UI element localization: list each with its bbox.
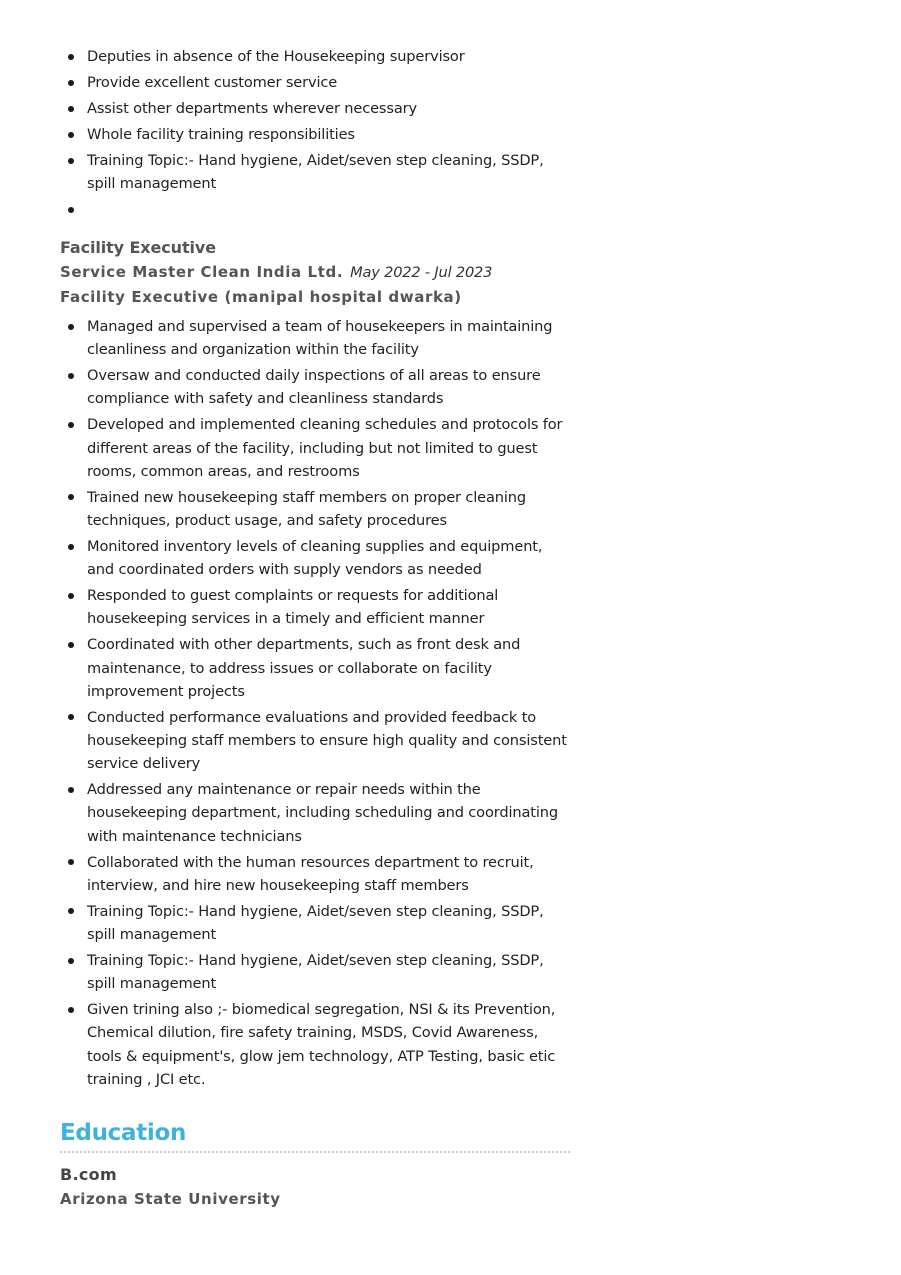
bullet-text: Training Topic:- Hand hygiene, Aidet/seven step cleaning, SSDP, spill management xyxy=(87,952,544,993)
bullet-text: Provide excellent customer service xyxy=(87,74,338,91)
education-school: Arizona State University xyxy=(60,1190,281,1208)
bullet-item xyxy=(60,71,570,94)
bullet-icon xyxy=(68,54,74,60)
bullet-text: Coordinated with other departments, such as front desk and maintenance, to address issues or collaborate on facility improvement projects xyxy=(87,636,521,700)
bullet-item xyxy=(60,364,570,410)
bullet-text: Conducted performance evaluations and provided feedback to housekeeping staff members to ensure high quality and consistent service delivery xyxy=(87,708,567,773)
bullet-text: Training Topic:- Hand hygiene, Aidet/seven step cleaning, SSDP, spill management xyxy=(87,902,544,944)
bullet-item xyxy=(60,584,570,630)
education-section xyxy=(60,1118,570,1211)
bullet-icon xyxy=(68,207,74,213)
bullet-icon xyxy=(68,642,74,648)
bullet-item xyxy=(60,45,570,68)
bullet-item xyxy=(60,486,570,532)
bullet-item xyxy=(60,778,570,848)
bullet-text: Monitored inventory levels of cleaning supplies and equipment, and coordinated orders with supply vendors as needed xyxy=(87,538,543,579)
role-subtitle: Facility Executive (manipal hospital dwarka) xyxy=(60,288,462,306)
bullet-item xyxy=(60,315,570,361)
bullet-icon xyxy=(68,324,74,330)
bullet-text: Whole facility training responsibilities xyxy=(87,126,355,143)
bullet-icon xyxy=(68,132,74,138)
bullet-item xyxy=(60,413,570,483)
bullet-icon xyxy=(68,494,74,500)
bullet-item xyxy=(60,633,570,703)
bullet-item-empty xyxy=(60,198,570,221)
section-title-education: Education xyxy=(60,1120,187,1146)
bullet-text: Addressed any maintenance or repair needs within the housekeeping department, including scheduling and coordinating with maintenance technicians xyxy=(87,781,558,845)
bullet-icon xyxy=(68,908,74,914)
bullet-text: Given trining also ;- biomedical segregation, NSI & its Prevention, Chemical dilution, fire safety training, MSDS, Covid Awareness, tools & equipment's, glow jem technology, ATP Testing, basic etic training , JCI etc. xyxy=(87,1001,556,1088)
bullet-item xyxy=(60,949,570,995)
bullet-text: Training Topic:- Hand hygiene, Aidet/seven step cleaning, SSDP, spill management xyxy=(87,152,544,193)
bullet-item xyxy=(60,149,570,195)
bullet-icon xyxy=(68,544,74,550)
bullet-icon xyxy=(68,1007,74,1013)
experience-bullet-list xyxy=(60,315,570,1091)
bullet-item xyxy=(60,851,570,897)
previous-job-bullets-section xyxy=(60,45,570,224)
company-line xyxy=(60,260,570,285)
bullet-text: Assist other departments wherever necessary xyxy=(87,100,417,117)
experience-entry xyxy=(60,236,570,1094)
bullet-icon xyxy=(68,787,74,793)
company-name: Service Master Clean India Ltd. xyxy=(60,263,344,281)
bullet-text: Oversaw and conducted daily inspections of all areas to ensure compliance with safety and cleanliness standards xyxy=(87,367,541,408)
bullet-text: Deputies in absence of the Housekeeping supervisor xyxy=(87,48,465,65)
previous-job-bullet-list xyxy=(60,45,570,221)
bullet-icon xyxy=(68,714,74,720)
bullet-icon xyxy=(68,373,74,379)
bullet-icon xyxy=(68,422,74,428)
bullet-text: Developed and implemented cleaning schedules and protocols for different areas of the facility, including but not limited to guest rooms, common areas, and restrooms xyxy=(87,416,563,480)
bullet-text: Managed and supervised a team of housekeepers in maintaining cleanliness and organization within the facility xyxy=(87,318,553,359)
bullet-icon xyxy=(68,80,74,86)
bullet-item xyxy=(60,535,570,581)
section-divider xyxy=(60,1151,570,1153)
bullet-icon xyxy=(68,859,74,865)
bullet-item xyxy=(60,97,570,120)
bullet-icon xyxy=(68,593,74,599)
bullet-icon xyxy=(68,106,74,112)
bullet-text: Responded to guest complaints or requests for additional housekeeping services in a timely and efficient manner xyxy=(87,587,499,628)
education-degree: B.com xyxy=(60,1165,117,1184)
bullet-item xyxy=(60,123,570,146)
bullet-item xyxy=(60,900,570,946)
bullet-icon xyxy=(68,958,74,964)
bullet-item xyxy=(60,998,570,1091)
employment-dates: May 2022 - Jul 2023 xyxy=(350,264,493,281)
job-title: Facility Executive xyxy=(60,238,216,257)
bullet-item xyxy=(60,706,570,776)
bullet-text: Trained new housekeeping staff members on proper cleaning techniques, product usage, and safety procedures xyxy=(87,488,526,530)
bullet-text: Collaborated with the human resources department to recruit, interview, and hire new housekeeping staff members xyxy=(87,853,534,894)
bullet-icon xyxy=(68,158,74,164)
